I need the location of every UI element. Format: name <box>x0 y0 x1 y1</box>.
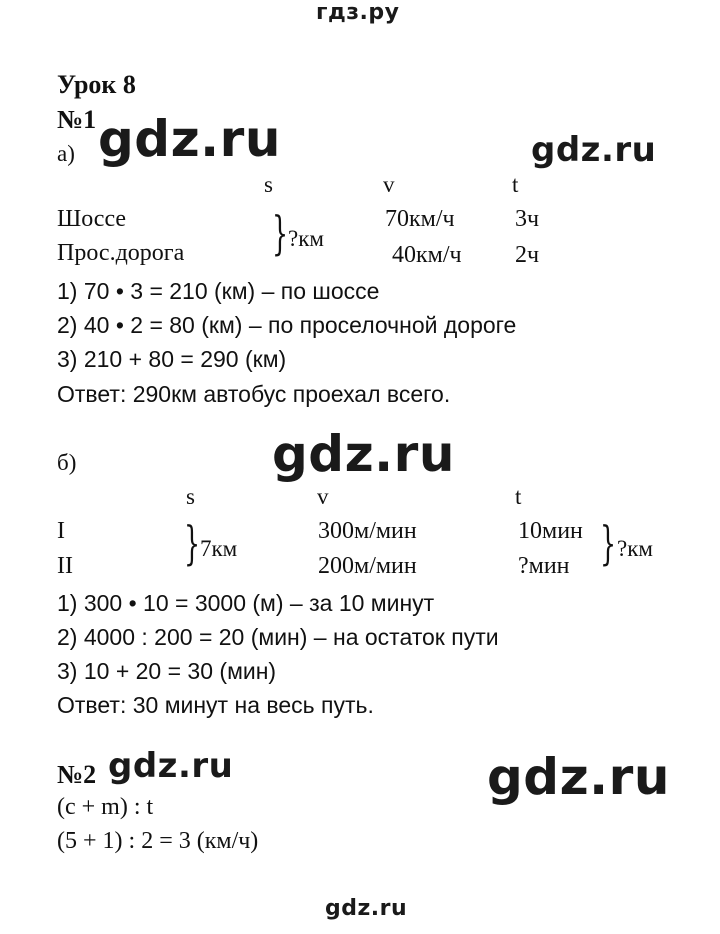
part-b-label: б) <box>57 450 77 475</box>
row-name: II <box>57 553 73 579</box>
watermark: gdz.ru <box>531 130 657 170</box>
answer: Ответ: 290км автобус проехал всего. <box>57 381 451 407</box>
formula-line: (5 + 1) : 2 = 3 (км/ч) <box>57 828 259 854</box>
row-speed: 200м/мин <box>318 553 417 579</box>
answer: Ответ: 30 минут на весь путь. <box>57 692 374 718</box>
solution-step: 2) 4000 : 200 = 20 (мин) – на остаток пути <box>57 624 499 650</box>
row-time: ?мин <box>518 553 570 579</box>
watermark-bottom: gdz.ru <box>325 896 408 921</box>
formula-line: (с + m) : t <box>57 794 154 820</box>
row-time: 2ч <box>515 242 540 268</box>
header-s: s <box>264 172 273 197</box>
solution-step: 3) 10 + 20 = 30 (мин) <box>57 658 277 684</box>
header-v: v <box>383 172 395 197</box>
row-speed: 40км/ч <box>392 242 462 268</box>
solution-step: 3) 210 + 80 = 290 (км) <box>57 346 287 372</box>
part-a-label: а) <box>57 141 75 166</box>
header-t: t <box>512 172 519 197</box>
task1-number: №1 <box>57 105 97 134</box>
lesson-title: Урок 8 <box>57 70 136 99</box>
watermark: gdz.ru <box>98 110 281 168</box>
row-name: I <box>57 518 65 544</box>
solution-step: 1) 70 • 3 = 210 (км) – по шоссе <box>57 278 380 304</box>
header-s: s <box>186 484 195 509</box>
solution-step: 1) 300 • 10 = 3000 (м) – за 10 минут <box>57 590 435 616</box>
header-t: t <box>515 484 522 509</box>
row-name: Прос.дорога <box>57 240 185 266</box>
watermark: gdz.ru <box>272 425 455 483</box>
row-name: Шоссе <box>57 206 127 232</box>
right-brace-icon: } <box>272 206 289 260</box>
row-speed: 70км/ч <box>385 206 455 232</box>
watermark: gdz.ru <box>487 748 670 806</box>
solution-step: 2) 40 • 2 = 80 (км) – по проселочной дороге <box>57 312 517 338</box>
distance-group: 7км <box>200 536 238 561</box>
row-time: 3ч <box>515 206 540 232</box>
right-brace-icon: } <box>600 516 617 570</box>
row-speed: 300м/мин <box>318 518 417 544</box>
watermark-top: гдз.ру <box>316 0 400 25</box>
task2-number: №2 <box>57 760 97 789</box>
total-group: ?км <box>617 536 653 561</box>
header-v: v <box>317 484 329 509</box>
watermark: gdz.ru <box>108 746 234 786</box>
right-brace-icon: } <box>184 516 201 570</box>
row-time: 10мин <box>518 518 583 544</box>
distance-group: ?км <box>288 226 324 251</box>
